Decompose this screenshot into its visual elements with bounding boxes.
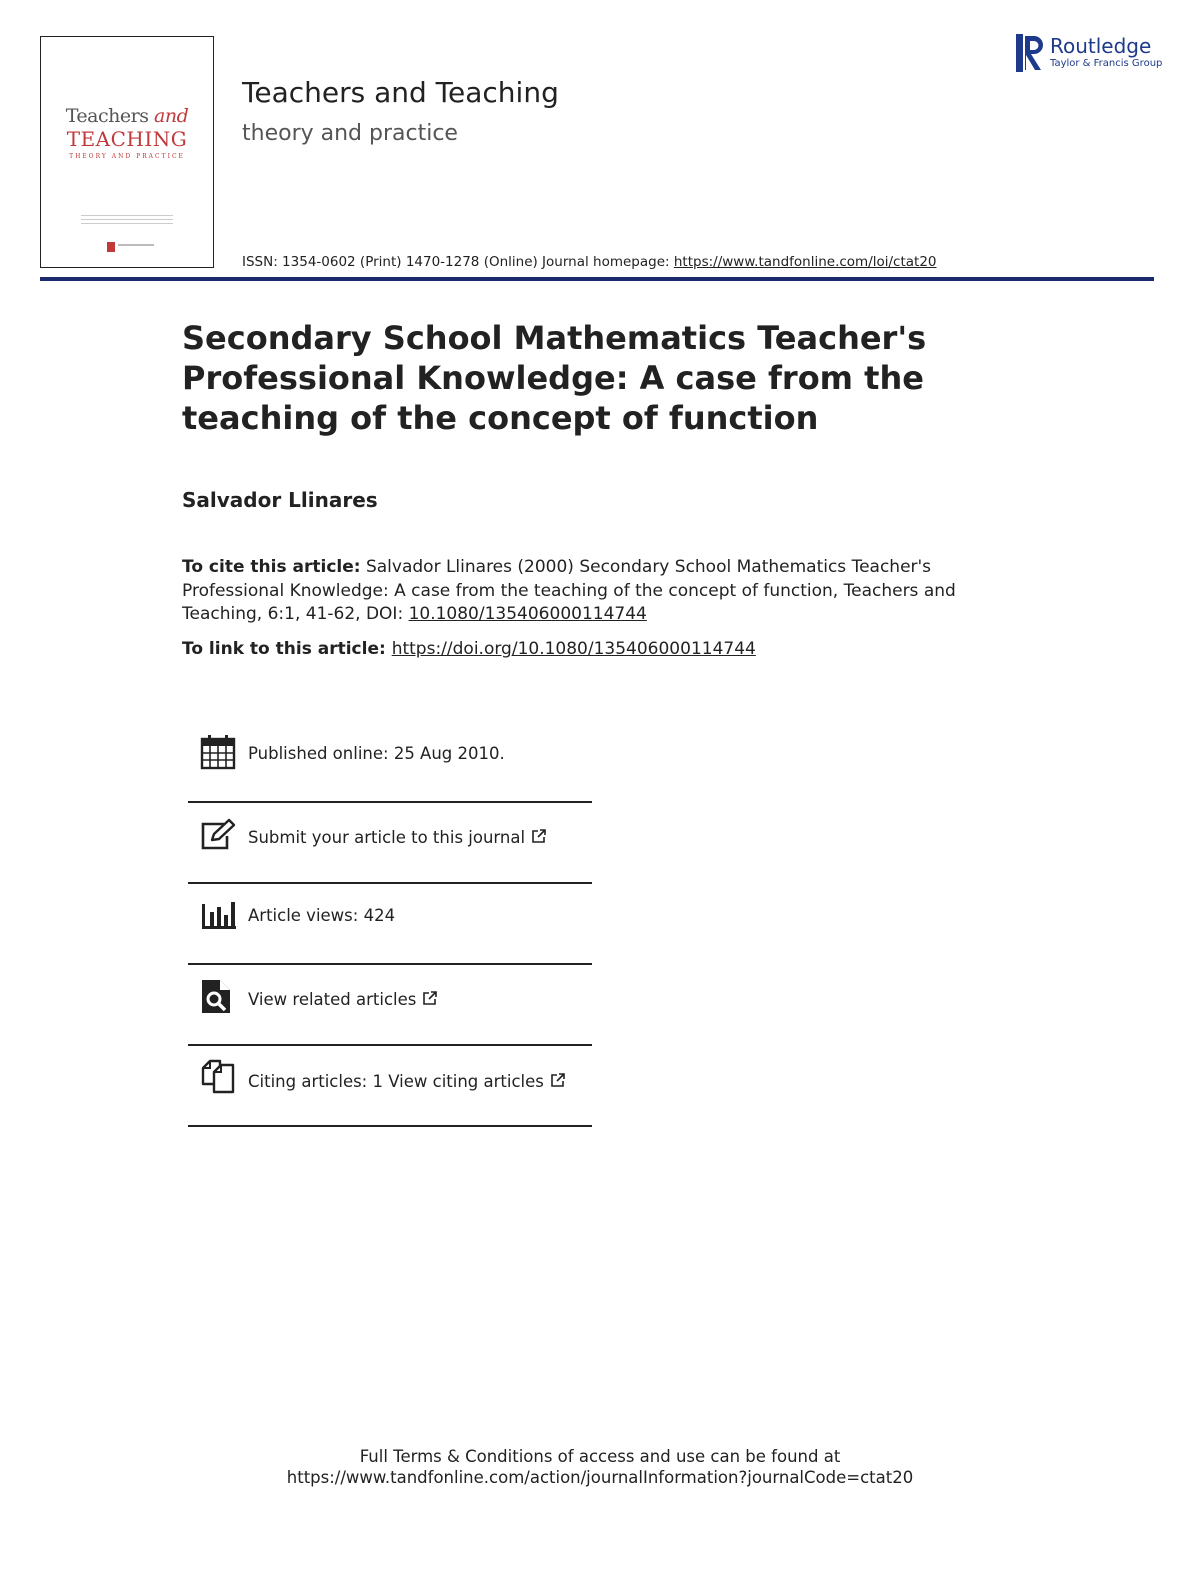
journal-cover-image [40,36,214,268]
footer-terms-text: Full Terms & Conditions of access and use can be found at [359,1447,841,1466]
cover-publisher-mark [107,242,115,252]
related-articles-link[interactable]: View related articles [248,990,438,1009]
article-doi-url[interactable]: https://doi.org/10.1080/135406000114744 [391,639,756,659]
article-title: Secondary School Mathematics Teacher's Professional Knowledge: A case from the teaching of the concept of function [182,319,927,437]
publisher-group: Taylor & Francis Group [1050,58,1163,69]
doi-link[interactable]: 10.1080/135406000114744 [408,604,647,624]
footer-terms-link[interactable]: https://www.tandfonline.com/action/journalInformation?journalCode=ctat20 [286,1468,914,1487]
routledge-r-logo-icon [1016,34,1044,72]
footer [0,1446,1200,1488]
cover-title-line2: TEACHING [66,127,188,151]
cover-decor-line [81,215,173,216]
submit-article-link[interactable]: Submit your article to this journal [248,828,547,847]
journal-subtitle: theory and practice [242,121,458,146]
issn-text: ISSN: 1354-0602 (Print) 1470-1278 (Online) Journal homepage: [242,254,674,270]
cover-decor-line [81,219,173,220]
issn-line [242,254,937,270]
edit-icon [200,818,236,854]
journal-title: Teachers and Teaching [242,76,559,109]
external-link-icon [550,1072,566,1088]
article-author: Salvador Llinares [182,488,378,512]
citation-block [182,556,1002,627]
published-online-text: Published online: 25 Aug 2010. [248,744,505,763]
cite-text: Salvador Llinares (2000) Secondary School Mathematics Teacher's Professional Knowledge: A case from the teaching of the concept of function, Teachers and Teaching, 6:1, 41-62, DOI: [182,557,956,624]
cover-decor-line [81,223,173,224]
divider [188,1125,592,1127]
citing-articles-link[interactable]: Citing articles: 1 View citing articles [248,1072,566,1091]
search-document-icon [200,978,236,1014]
article-link-line [182,639,756,659]
bar-chart-icon [200,896,236,932]
external-link-icon [531,828,547,844]
cover-title-line1: Teachers and [65,105,189,127]
cover-issue-text [41,43,213,47]
header-rule [40,277,1154,281]
divider [188,801,592,803]
external-link-icon [422,990,438,1006]
copy-icon [200,1058,236,1094]
divider [188,1044,592,1046]
publisher-name: Routledge [1050,34,1152,58]
calendar-icon [200,734,236,770]
link-label: To link to this article: [182,639,392,659]
divider [188,963,592,965]
journal-homepage-link[interactable]: https://www.tandfonline.com/loi/ctat20 [673,254,937,270]
cover-publisher-text [118,244,154,246]
article-views-text: Article views: 424 [248,906,396,925]
divider [188,882,592,884]
routledge-logo [1016,34,1163,74]
cover-title-line3: THEORY AND PRACTICE [69,153,185,160]
cite-label: To cite this article: [182,557,361,577]
